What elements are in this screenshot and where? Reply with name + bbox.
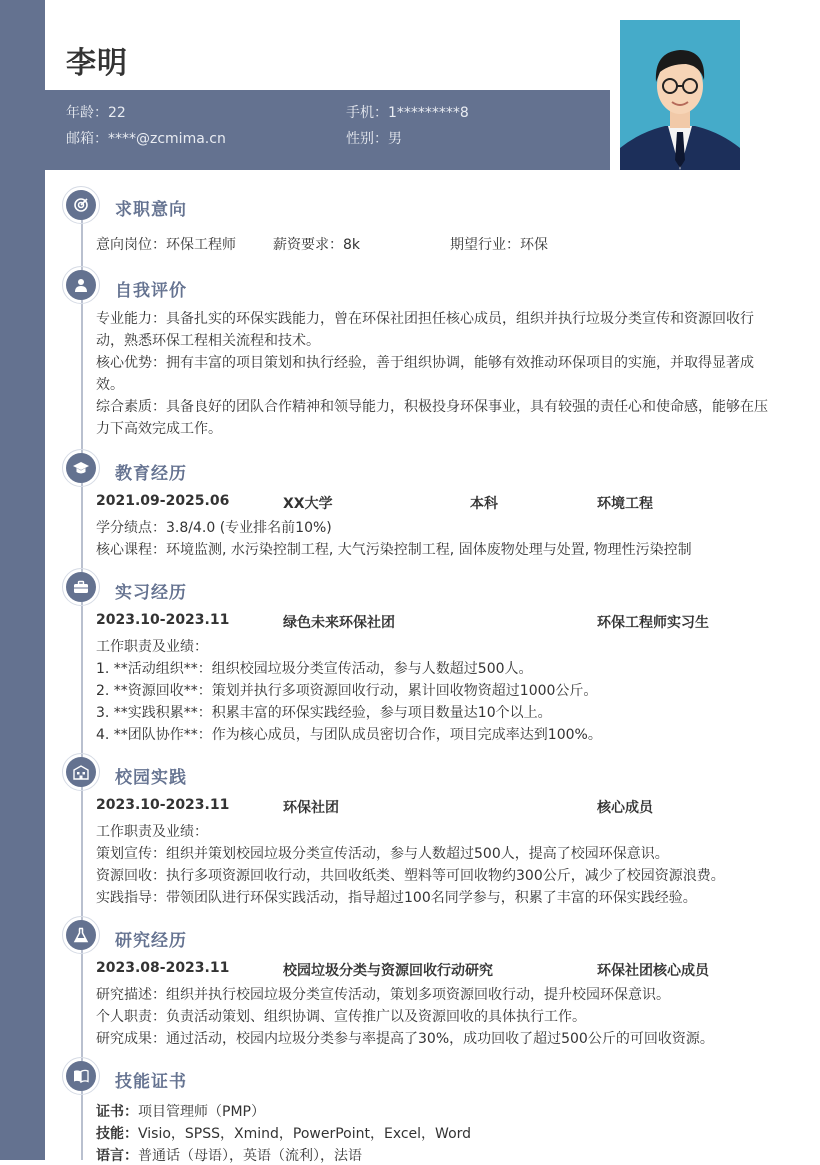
campus-intro: 工作职责及业绩： [96, 824, 208, 840]
internship-date: 2023.10-2023.11 [96, 612, 230, 628]
left-accent-bar-bottom [30, 170, 45, 1160]
education-gpa: 学分绩点：3.8/4.0 (专业排名前10%) [96, 520, 332, 536]
graduation-cap-icon [66, 453, 96, 483]
internship-line-2: 2. **资源回收**：策划并执行多项资源回收行动，累计回收物资超过1000公斤。 [96, 683, 598, 699]
building-icon [66, 757, 96, 787]
campus-line-1: 策划宣传：组织并策划校园垃圾分类宣传活动，参与人数超过500人，提高了校园环保意识。 [96, 846, 669, 862]
lang-value: 普通话（母语），英语（流利），法语 [138, 1148, 362, 1164]
gender-row [346, 128, 402, 148]
section-title-skills: 技能证书 [115, 1072, 187, 1092]
gender-value: 男 [388, 131, 402, 147]
internship-org: 绿色未来环保社团 [283, 615, 395, 631]
book-icon [66, 1061, 96, 1091]
research-line-2: 个人职责：负责活动策划、组织协调、宣传推广以及资源回收的具体执行工作。 [96, 1009, 586, 1025]
intent-position: 意向岗位：环保工程师 [96, 237, 236, 253]
lang-label: 语言： [96, 1148, 138, 1164]
research-role: 环保社团核心成员 [597, 963, 709, 979]
education-major: 环境工程 [597, 496, 653, 512]
skills-lang-row [96, 1145, 362, 1165]
age-label: 年龄： [66, 105, 108, 121]
email-row [66, 128, 226, 148]
research-line-3: 研究成果：通过活动，校园内垃圾分类参与率提高了30%，成功回收了超过500公斤的可回收资源。 [96, 1031, 714, 1047]
campus-role: 核心成员 [597, 800, 653, 816]
research-date: 2023.08-2023.11 [96, 960, 230, 976]
research-project: 校园垃圾分类与资源回收行动研究 [283, 963, 493, 979]
timeline-line [81, 190, 83, 1160]
resume-name: 李明 [66, 46, 128, 81]
section-title-research: 研究经历 [115, 931, 187, 951]
section-title-internship: 实习经历 [115, 583, 187, 603]
internship-line-4: 4. **团队协作**：作为核心成员，与团队成员密切合作，项目完成率达到100%。 [96, 727, 602, 743]
cert-label: 证书： [96, 1104, 138, 1120]
section-title-self-eval: 自我评价 [115, 281, 187, 301]
education-degree: 本科 [470, 496, 498, 512]
campus-date: 2023.10-2023.11 [96, 797, 230, 813]
flask-icon [66, 920, 96, 950]
intent-industry: 期望行业：环保 [450, 237, 548, 253]
internship-role: 环保工程师实习生 [597, 615, 709, 631]
email-value: ****@zcmima.cn [108, 131, 226, 147]
left-accent-bar-top [30, 0, 45, 90]
campus-line-2: 资源回收：执行多项资源回收行动，共回收纸类、塑料等可回收物约300公斤，减少了校园资源浪费。 [96, 868, 725, 884]
target-icon [66, 190, 96, 220]
self-eval-p1: 专业能力：具备扎实的环保实践能力，曾在环保社团担任核心成员，组织并执行垃圾分类宣传和资源回收行动，熟悉环保工程相关流程和技术。 [96, 311, 754, 349]
left-accent-bar [0, 0, 30, 1160]
research-line-1: 研究描述：组织并执行校园垃圾分类宣传活动，策划多项资源回收行动，提升校园环保意识。 [96, 987, 670, 1003]
skills-cert-row [96, 1101, 265, 1121]
campus-line-3: 实践指导：带领团队进行环保实践活动，指导超过100名同学参与，积累了丰富的环保实践经验。 [96, 890, 697, 906]
internship-line-3: 3. **实践积累**：积累丰富的环保实践经验，参与项目数量达10个以上。 [96, 705, 552, 721]
campus-org: 环保社团 [283, 800, 339, 816]
briefcase-icon [66, 572, 96, 602]
skill-label: 技能： [96, 1126, 138, 1142]
skills-skill-row [96, 1123, 471, 1143]
education-date: 2021.09-2025.06 [96, 493, 230, 509]
profile-photo [620, 20, 740, 170]
gender-label: 性别： [346, 131, 388, 147]
section-title-campus: 校园实践 [115, 768, 187, 788]
skill-value: Visio，SPSS，Xmind，PowerPoint，Excel，Word [138, 1126, 472, 1142]
age-row [66, 102, 126, 122]
intent-salary: 薪资要求：8k [273, 237, 361, 253]
cert-value: 项目管理师（PMP） [138, 1104, 265, 1120]
email-label: 邮箱： [66, 131, 108, 147]
section-title-intent: 求职意向 [115, 200, 187, 220]
section-title-education: 教育经历 [115, 464, 187, 484]
self-eval-p3: 综合素质：具备良好的团队合作精神和领导能力，积极投身环保事业，具有较强的责任心和使命感，能够在压力下高效完成工作。 [96, 399, 768, 437]
self-eval-p2: 核心优势：拥有丰富的项目策划和执行经验，善于组织协调，能够有效推动环保项目的实施，并取得显著成效。 [96, 355, 754, 393]
phone-row [346, 102, 469, 122]
person-icon [66, 270, 96, 300]
education-courses: 核心课程：环境监测, 水污染控制工程, 大气污染控制工程, 固体废物处理与处置, 物理性污染控制 [96, 542, 692, 558]
phone-value: 1*********8 [388, 105, 469, 121]
phone-label: 手机： [346, 105, 388, 121]
internship-intro: 工作职责及业绩： [96, 639, 208, 655]
education-school: XX大学 [283, 496, 333, 512]
internship-line-1: 1. **活动组织**：组织校园垃圾分类宣传活动，参与人数超过500人。 [96, 661, 533, 677]
age-value: 22 [108, 105, 126, 121]
